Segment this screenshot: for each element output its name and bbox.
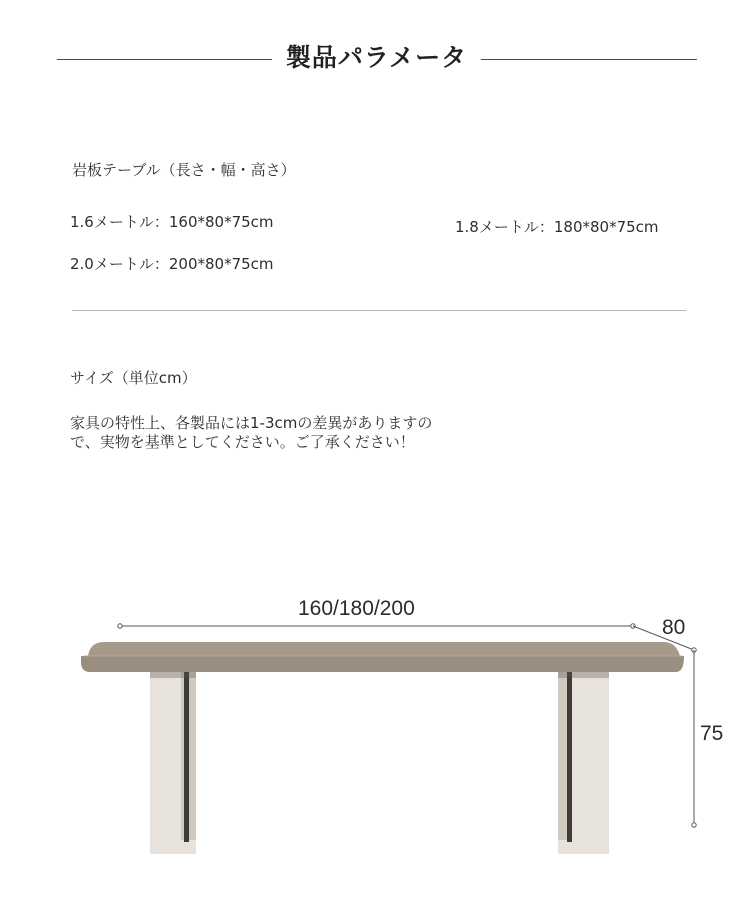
right-leg-shadow: [558, 672, 609, 678]
header-line-left: [57, 59, 272, 60]
spec-item-1-6m: 1.6メートル：160*80*75cm: [70, 213, 274, 231]
size-heading: サイズ（単位cm）: [70, 369, 197, 387]
spec-item-2-0m: 2.0メートル：200*80*75cm: [70, 255, 274, 273]
spec-heading: 岩板テーブル（長さ・幅・高さ）: [72, 161, 296, 179]
length-dimension-start-dot: [118, 624, 122, 628]
table-top-edge: [81, 656, 684, 672]
size-note-line-1: 家具の特性上、各製品には1-3cmの差異がありますの: [70, 414, 433, 432]
size-note-line-2: で、実物を基準としてください。ご了承ください！: [70, 433, 415, 451]
width-label: 80: [662, 616, 686, 639]
table-top-surface: [88, 642, 680, 656]
table-diagram: [0, 580, 750, 920]
header-line-right: [481, 59, 697, 60]
left-leg-shadow: [150, 672, 196, 678]
height-dimension-end-dot: [692, 823, 696, 827]
spec-item-1-8m: 1.8メートル：180*80*75cm: [455, 218, 659, 236]
length-label: 160/180/200: [298, 597, 415, 620]
height-label: 75: [700, 722, 724, 745]
size-note: [70, 414, 432, 452]
page-title: 製品パラメータ: [285, 43, 468, 72]
left-leg-slot: [184, 672, 189, 842]
right-leg-slot: [567, 672, 572, 842]
section-divider: [72, 310, 686, 311]
